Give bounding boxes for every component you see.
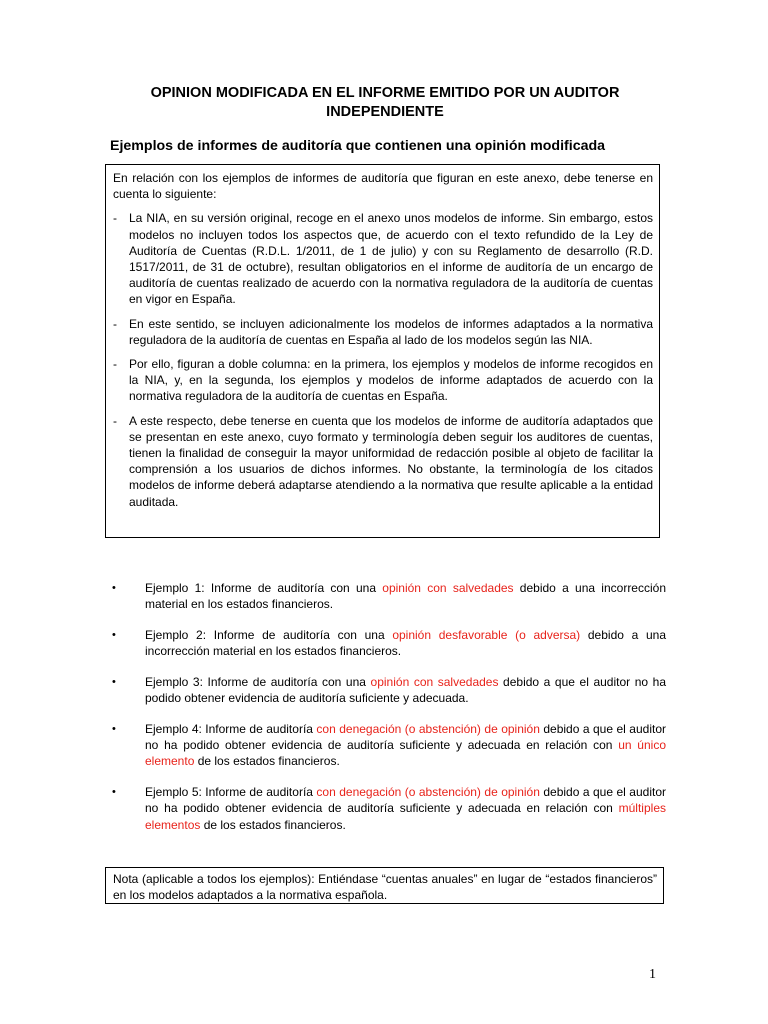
notice-box [105, 164, 660, 538]
notice-item-text: A este respecto, debe tenerse en cuenta que los modelos de informe de auditoría adaptados que se presentan en este anexo, cuyo formato y terminología deben seguir los auditores de cuentas, tienen la finalidad de conseguir la mayor uniformidad de redacción posible al objeto de facilitar la comprensión a los usuarios de dichos informes. No obstante, la terminología de los citados modelos de informe deberá adaptarse atendiendo a la normativa que resulte aplicable a la entidad auditada. [129, 413, 653, 509]
example-text: Ejemplo 4: Informe de auditoría [145, 722, 317, 736]
example-text: debido a que el auditor no ha podido obtener evidencia de auditoría suficiente y adecuada en relación con [145, 722, 666, 753]
bullet-marker: • [112, 676, 116, 688]
example-item [104, 784, 666, 833]
example-item [104, 627, 666, 659]
bullet-marker: • [112, 582, 116, 594]
notice-item [113, 356, 653, 405]
bullet-marker: • [112, 723, 116, 735]
note-box: Nota (aplicable a todos los ejemplos): Entiéndase “cuentas anuales” en lugar de “estados financieros” en los modelos adaptados a la normativa española. [105, 867, 664, 904]
notice-item [113, 316, 653, 348]
example-text: Ejemplo 1: Informe de auditoría con una [145, 581, 383, 595]
notice-item-text: La NIA, en su versión original, recoge en el anexo unos modelos de informe. Sin embargo, estos modelos no incluyen todos los aspectos que, de acuerdo con el texto refundido de la Ley de Auditoría de Cuentas (R.D.L. 1/2011, de 1 de julio) y con su Reglamento de desarrollo (R.D. 1517/2011, de 31 de octubre), resultan obligatorios en el informe de auditoría de un encargo de auditoría de cuentas realizado de acuerdo con la normativa reguladora de la auditoría de cuentas en vigor en España. [129, 211, 653, 307]
example-item [104, 674, 666, 706]
example-item [104, 721, 666, 770]
notice-item-text: En este sentido, se incluyen adicionalmente los modelos de informes adaptados a la normativa reguladora de la auditoría de cuentas en España al lado de los modelos según las NIA. [129, 316, 653, 347]
example-text: debido a una incorrección material en los estados financieros. [145, 628, 667, 659]
example-highlight: opinión con salvedades [382, 581, 514, 595]
example-text: Ejemplo 2: Informe de auditoría con una [145, 628, 393, 642]
example-highlight: con denegación (o abstención) de opinión [316, 785, 540, 800]
notice-item [113, 413, 653, 510]
dash-marker: - [113, 211, 117, 226]
example-highlight: un único elemento [145, 738, 666, 769]
example-text: debido a una incorrección material en los estados financieros. [145, 581, 666, 612]
example-highlight: múltiples elementos [145, 801, 666, 832]
bullet-marker: • [112, 629, 116, 641]
examples-list [104, 580, 666, 847]
document-subtitle: Ejemplos de informes de auditoría que contienen una opinión modificada [110, 138, 606, 154]
title-line-1: OPINION MODIFICADA EN EL INFORME EMITIDO POR UN AUDITOR [150, 85, 620, 101]
example-text: Ejemplo 5: Informe de auditoría [145, 785, 317, 800]
example-text: Ejemplo 3: Informe de auditoría con una [145, 675, 371, 689]
example-text: de los estados financieros. [200, 817, 346, 832]
bullet-marker: • [112, 786, 116, 799]
dash-marker: - [113, 413, 117, 428]
example-highlight: opinión con salvedades [370, 675, 499, 689]
notice-item-text: Por ello, figuran a doble columna: en la primera, los ejemplos y modelos de informe recogidos en la NIA, y, en la segunda, los ejemplos y modelos de informe adaptados de acuerdo con la normativa reguladora de la auditoría de cuentas en España. [129, 357, 653, 404]
example-highlight: opinión desfavorable (o adversa) [392, 628, 581, 642]
example-highlight: con denegación (o abstención) de opinión [316, 722, 540, 736]
notice-list [113, 210, 653, 509]
example-text: debido a que el auditor no ha podido obtener evidencia de auditoría suficiente y adecuada. [145, 675, 666, 706]
document-title [100, 84, 670, 122]
title-line-2: INDEPENDIENTE [326, 104, 444, 120]
example-text: de los estados financieros. [194, 754, 340, 769]
notice-intro: En relación con los ejemplos de informes de auditoría que figuran en este anexo, debe tenerse en cuenta lo siguiente: [113, 171, 653, 202]
example-text: debido a que el auditor no ha podido obtener evidencia de auditoría suficiente y adecuada en relación con [145, 785, 666, 816]
example-item [104, 580, 666, 612]
notice-item [113, 210, 653, 307]
page-number: 1 [649, 967, 656, 982]
dash-marker: - [113, 316, 117, 331]
dash-marker: - [113, 357, 117, 372]
